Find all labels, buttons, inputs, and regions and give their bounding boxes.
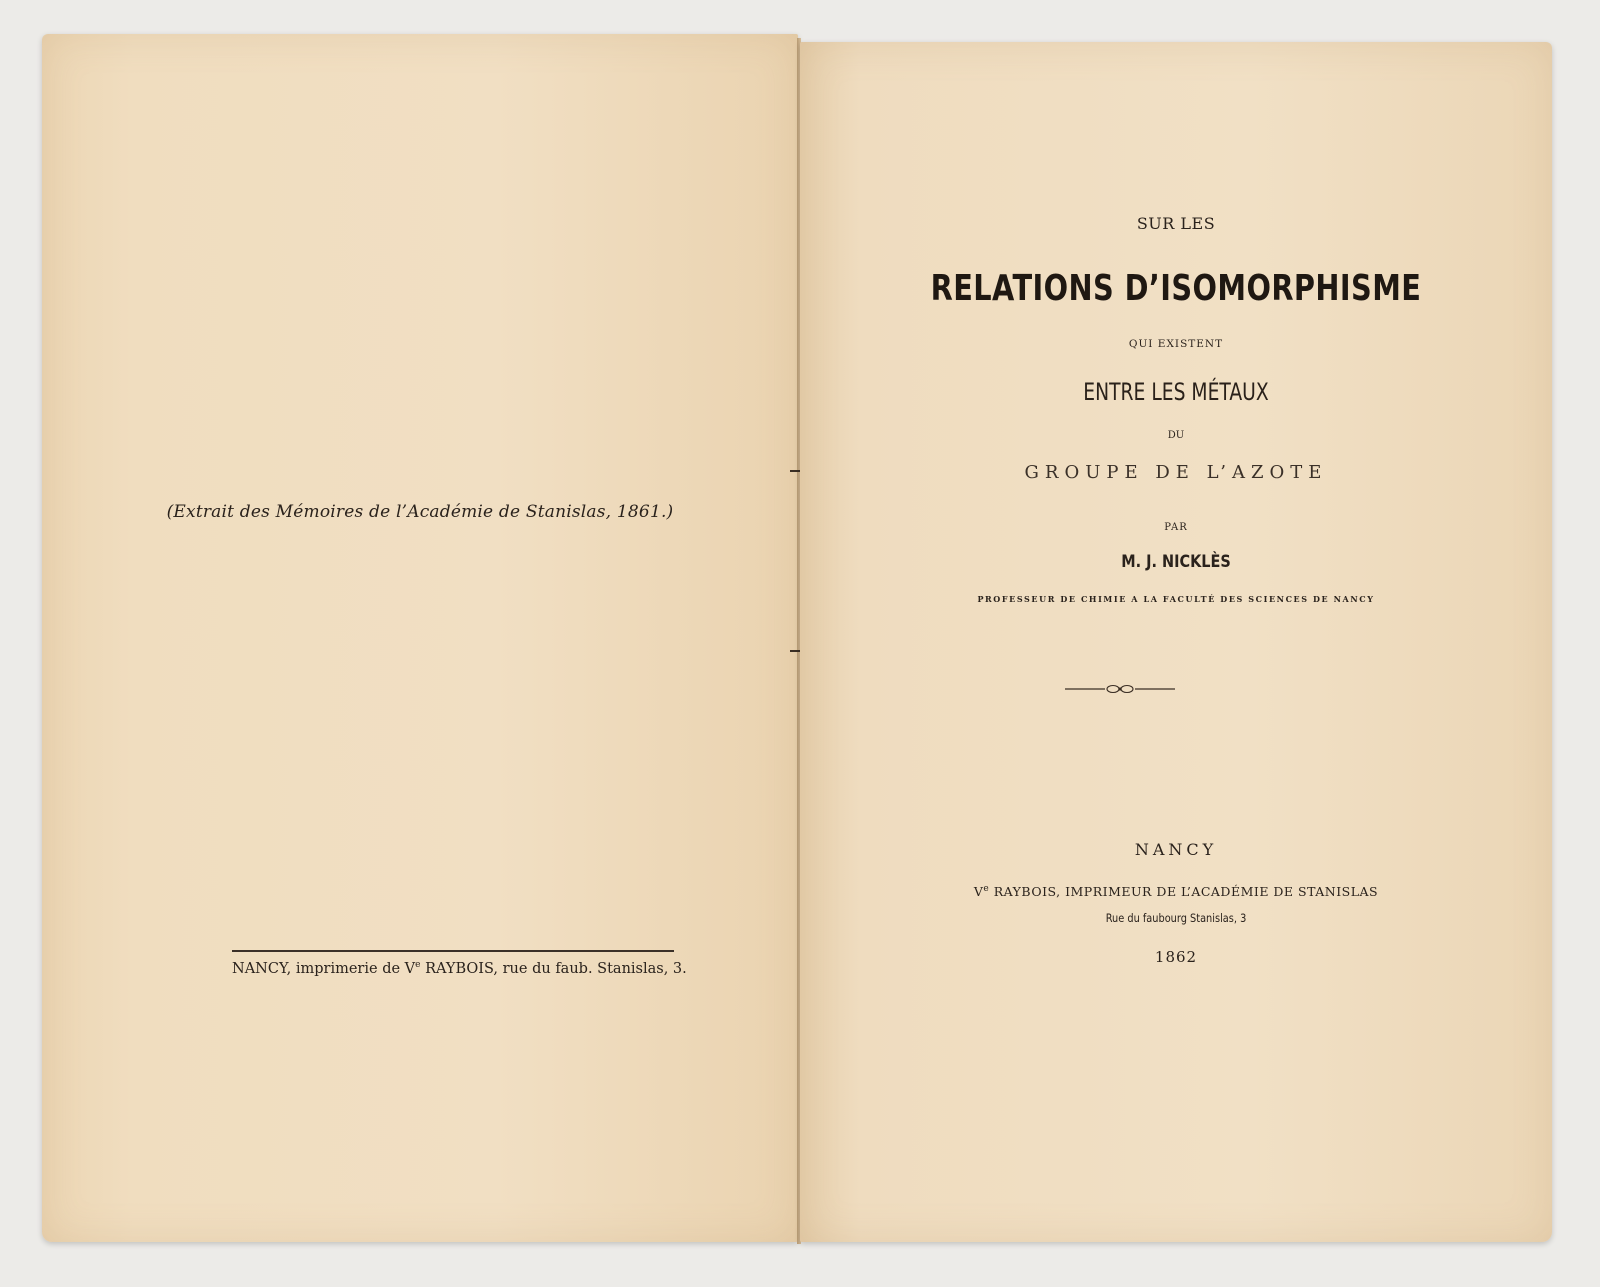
- subtitle-groupe: GROUPE DE L’AZOTE: [1024, 462, 1328, 483]
- imprint-rule: [232, 950, 674, 952]
- subtitle-qui-existent: QUI EXISTENT: [1128, 338, 1224, 350]
- printer-line: [800, 884, 1552, 899]
- left-imprint-sup: e: [415, 960, 421, 970]
- left-imprint-suffix: RAYBOIS, rue du faub. Stanislas, 3.: [420, 960, 687, 977]
- subtitle-du: DU: [1167, 430, 1185, 441]
- subtitle-entre-les-metaux: ENTRE LES MÉTAUX: [1083, 378, 1269, 406]
- author-title: PROFESSEUR DE CHIMIE A LA FACULTÉ DES SCIENCES DE NANCY: [977, 594, 1375, 604]
- author-name: M. J. NICKLÈS: [1121, 552, 1231, 572]
- ornament-divider-icon: [1065, 682, 1175, 696]
- publication-year: 1862: [1154, 948, 1198, 966]
- publication-city: NANCY: [1134, 840, 1218, 859]
- printer-address: Rue du faubourg Stanislas, 3: [1105, 911, 1247, 925]
- title-prefix: SUR LES: [1136, 214, 1216, 233]
- title-page: [800, 42, 1552, 1242]
- printer-prefix: V: [973, 884, 984, 900]
- left-imprint-prefix: NANCY, imprimerie de V: [232, 960, 416, 977]
- left-page: [42, 34, 798, 1242]
- main-title: RELATIONS D’ISOMORPHISME: [930, 268, 1422, 309]
- par-label: PAR: [1164, 522, 1188, 533]
- extrait-note: (Extrait des Mémoires de l’Académie de Stanislas, 1861.): [166, 502, 674, 522]
- printer-suffix: RAYBOIS, IMPRIMEUR DE L’ACADÉMIE DE STANISLAS: [989, 884, 1379, 900]
- printer-sup: e: [983, 884, 990, 894]
- left-imprint: [232, 960, 687, 977]
